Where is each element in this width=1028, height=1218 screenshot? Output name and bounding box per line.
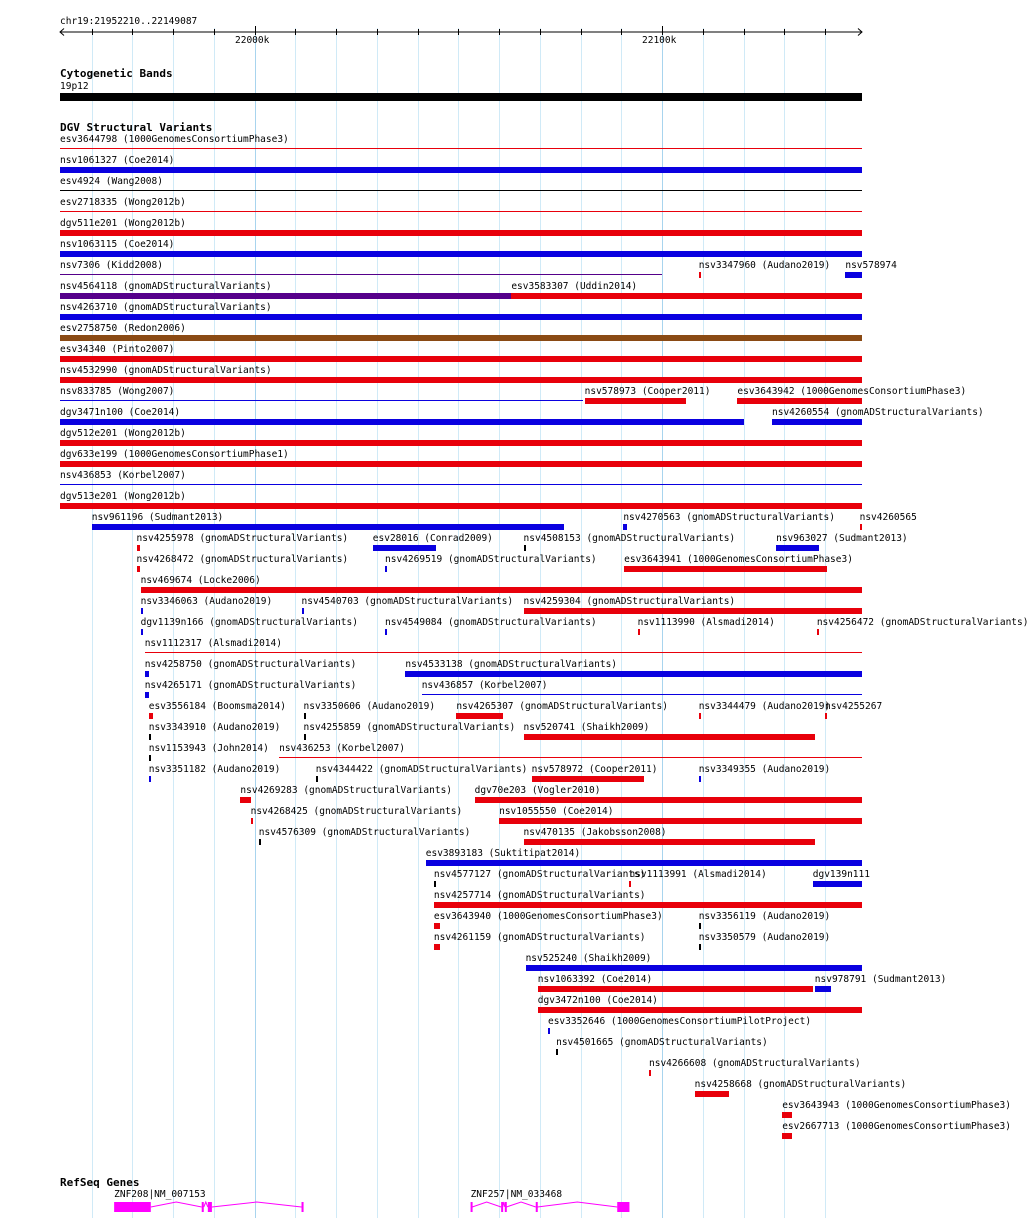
gene-intron [151, 1202, 202, 1207]
variant-bar[interactable] [60, 419, 744, 425]
variant-bar[interactable] [60, 293, 511, 299]
variant-label: esv3644798 (1000GenomesConsortiumPhase3) [60, 134, 289, 145]
variant-label: nsv978791 (Sudmant2013) [814, 974, 947, 985]
variant-label: nsv4260554 (gnomADStructuralVariants) [772, 407, 984, 418]
variant-bar[interactable] [813, 881, 862, 887]
variant-bar[interactable] [524, 608, 862, 614]
variant-label: nsv4268425 (gnomADStructuralVariants) [250, 806, 463, 817]
variant-bar[interactable] [60, 230, 862, 236]
variant-bar[interactable] [860, 524, 862, 530]
variant-bar[interactable] [251, 818, 253, 824]
variant-bar[interactable] [475, 797, 862, 803]
ruler-range-label: chr19:21952210..22149087 [60, 16, 198, 27]
variant-label: nsv4265307 (gnomADStructuralVariants) [456, 701, 668, 712]
variant-bar[interactable] [302, 608, 304, 614]
variant-label: nsv4576309 (gnomADStructuralVariants) [258, 827, 471, 838]
variant-label: dgv633e199 (1000GenomesConsortiumPhase1) [60, 449, 289, 460]
variant-label: nsv4263710 (gnomADStructuralVariants) [60, 302, 272, 313]
variant-label: nsv1153943 (John2014) [148, 743, 269, 754]
variant-bar[interactable] [556, 1049, 558, 1055]
variant-label: esv3893183 (Suktitipat2014) [425, 848, 581, 859]
cytoband-bar[interactable] [60, 93, 862, 101]
variant-bar[interactable] [141, 608, 143, 614]
variant-bar[interactable] [845, 272, 862, 278]
variant-label: nsv4266608 (gnomADStructuralVariants) [649, 1058, 861, 1069]
variant-label: nsv4564118 (gnomADStructuralVariants) [60, 281, 272, 292]
variant-label: esv3643941 (1000GenomesConsortiumPhase3) [624, 554, 853, 565]
variant-bar[interactable] [405, 671, 862, 677]
variant-bar[interactable] [524, 545, 526, 551]
variant-label: dgv70e203 (Vogler2010) [474, 785, 601, 796]
variant-bar[interactable] [141, 587, 862, 593]
gene-label[interactable]: ZNF257|NM_033468 [470, 1189, 563, 1200]
variant-label: nsv7306 (Kidd2008) [60, 260, 163, 271]
gene-exon[interactable] [501, 1202, 503, 1212]
variant-bar[interactable] [548, 1028, 550, 1034]
gene-models [0, 1196, 890, 1218]
variant-label: nsv4255267 [824, 701, 883, 712]
variant-bar[interactable] [60, 251, 862, 257]
variant-line[interactable] [145, 652, 862, 653]
variant-bar[interactable] [240, 797, 250, 803]
variant-bar[interactable] [524, 734, 815, 740]
variant-label: nsv833785 (Wong2007) [60, 386, 175, 397]
refseq-track-title: RefSeq Genes [60, 1176, 140, 1189]
variant-label: nsv4344422 (gnomADStructuralVariants) [315, 764, 528, 775]
variant-label: nsv3346063 (Audano2019) [140, 596, 273, 607]
variant-bar[interactable] [699, 944, 701, 950]
variant-bar[interactable] [385, 566, 387, 572]
variant-bar[interactable] [426, 860, 862, 866]
variant-line[interactable] [279, 757, 862, 758]
variant-label: dgv1139n166 (gnomADStructuralVariants) [140, 617, 358, 628]
variant-label: esv2718335 (Wong2012b) [60, 197, 186, 208]
variant-bar[interactable] [434, 881, 436, 887]
variant-label: nsv520741 (Shaikh2009) [523, 722, 650, 733]
variant-bar[interactable] [524, 839, 815, 845]
variant-label: esv3643940 (1000GenomesConsortiumPhase3) [433, 911, 663, 922]
variant-bar[interactable] [434, 902, 862, 908]
variant-label: nsv436253 (Korbel2007) [279, 743, 405, 754]
variant-bar[interactable] [699, 272, 701, 278]
variant-line[interactable] [60, 211, 862, 212]
variant-label: nsv4265171 (gnomADStructuralVariants) [144, 680, 357, 691]
variant-bar[interactable] [434, 944, 440, 950]
variant-label: nsv3349355 (Audano2019) [698, 764, 831, 775]
variant-label: nsv1061327 (Coe2014) [60, 155, 175, 166]
variant-bar[interactable] [782, 1133, 792, 1139]
variant-bar[interactable] [511, 293, 862, 299]
variant-bar[interactable] [316, 776, 318, 782]
variant-bar[interactable] [60, 356, 862, 362]
variant-bar[interactable] [92, 524, 565, 530]
variant-bar[interactable] [649, 1070, 651, 1076]
variant-label: esv2758750 (Redon2006) [60, 323, 186, 334]
cytoband-track-title: Cytogenetic Bands [60, 67, 173, 80]
variant-bar[interactable] [60, 377, 862, 383]
variant-bar[interactable] [259, 839, 261, 845]
variant-label: nsv4269283 (gnomADStructuralVariants) [240, 785, 453, 796]
variant-bar[interactable] [538, 1007, 862, 1013]
variant-label: nsv1113991 (Alsmadi2014) [629, 869, 767, 880]
variant-label: esv3352646 (1000GenomesConsortiumPilotProject) [547, 1016, 812, 1027]
variant-label: nsv4501665 (gnomADStructuralVariants) [556, 1037, 768, 1048]
variant-bar[interactable] [825, 713, 827, 719]
variant-label: nsv961196 (Sudmant2013) [91, 512, 224, 523]
variant-label: esv3643943 (1000GenomesConsortiumPhase3) [782, 1100, 1011, 1111]
variant-label: esv3583307 (Uddin2014) [511, 281, 638, 292]
variant-bar[interactable] [532, 776, 644, 782]
variant-label: nsv4258750 (gnomADStructuralVariants) [144, 659, 357, 670]
variant-label: nsv436857 (Korbel2007) [421, 680, 548, 691]
variant-label: nsv578972 (Cooper2011) [531, 764, 658, 775]
variant-label: nsv578973 (Cooper2011) [584, 386, 711, 397]
variant-label: nsv4577127 (gnomADStructuralVariants) [433, 869, 646, 880]
variant-bar[interactable] [60, 503, 862, 509]
variant-bar[interactable] [385, 629, 387, 635]
variant-bar[interactable] [149, 755, 151, 761]
variant-bar[interactable] [699, 776, 701, 782]
variant-bar[interactable] [782, 1112, 792, 1118]
variant-bar[interactable] [737, 398, 862, 404]
variant-bar[interactable] [499, 818, 862, 824]
variant-label: nsv4255859 (gnomADStructuralVariants) [303, 722, 516, 733]
variant-label: nsv436853 (Korbel2007) [60, 470, 186, 481]
variant-bar[interactable] [141, 629, 143, 635]
variant-label: esv4924 (Wang2008) [60, 176, 163, 187]
variant-label: dgv511e201 (Wong2012b) [60, 218, 186, 229]
variant-label: nsv4268472 (gnomADStructuralVariants) [136, 554, 349, 565]
variant-label: nsv4540703 (gnomADStructuralVariants) [301, 596, 514, 607]
variant-bar[interactable] [149, 776, 151, 782]
variant-label: nsv1063392 (Coe2014) [537, 974, 653, 985]
ruler-tick-22100k: 22100k [642, 35, 677, 46]
variant-bar[interactable] [776, 545, 819, 551]
variant-label: nsv4533138 (gnomADStructuralVariants) [405, 659, 618, 670]
gene-intron [472, 1202, 501, 1207]
variant-bar[interactable] [60, 314, 862, 320]
variant-line[interactable] [60, 148, 862, 149]
variant-label: nsv3347960 (Audano2019) [698, 260, 831, 271]
variant-bar[interactable] [304, 734, 306, 740]
variant-label: nsv4270563 (gnomADStructuralVariants) [623, 512, 835, 523]
variant-label: nsv470135 (Jakobsson2008) [523, 827, 667, 838]
gene-label[interactable]: ZNF208|NM_007153 [114, 1189, 206, 1200]
variant-label: dgv139n111 [812, 869, 870, 880]
variant-line[interactable] [60, 190, 862, 191]
variant-label: esv3556184 (Boomsma2014) [148, 701, 287, 712]
variant-label: nsv1113990 (Alsmadi2014) [637, 617, 775, 628]
variant-label: nsv4532990 (gnomADStructuralVariants) [60, 365, 272, 376]
variant-label: esv3643942 (1000GenomesConsortiumPhase3) [737, 386, 967, 397]
gene-intron [506, 1202, 535, 1207]
variant-bar[interactable] [60, 440, 862, 446]
variant-label: esv28016 (Conrad2009) [372, 533, 493, 544]
gene-exon[interactable] [617, 1202, 629, 1212]
variant-label: nsv3343910 (Audano2019) [148, 722, 281, 733]
variant-bar[interactable] [638, 629, 640, 635]
variant-label: dgv3472n100 (Coe2014) [537, 995, 658, 1006]
gene-exon[interactable] [302, 1202, 304, 1212]
variant-label: nsv4257714 (gnomADStructuralVariants) [433, 890, 646, 901]
variant-bar[interactable] [699, 923, 701, 929]
variant-label: nsv469674 (Locke2006) [140, 575, 261, 586]
variant-line[interactable] [60, 274, 662, 275]
variant-bar[interactable] [624, 566, 827, 572]
cytoband-label: 19p12 [60, 81, 89, 92]
variant-line[interactable] [60, 484, 862, 485]
variant-line[interactable] [60, 400, 583, 401]
variant-bar[interactable] [373, 545, 436, 551]
variant-label: nsv4255978 (gnomADStructuralVariants) [136, 533, 349, 544]
variant-label: nsv963027 (Sudmant2013) [776, 533, 908, 544]
variant-bar[interactable] [145, 671, 149, 677]
variant-label: nsv4260565 [859, 512, 917, 523]
variant-bar[interactable] [145, 692, 149, 698]
variant-label: nsv4256472 (gnomADStructuralVariants) [816, 617, 1028, 628]
variant-bar[interactable] [772, 419, 862, 425]
variant-bar[interactable] [526, 965, 862, 971]
gene-intron [212, 1202, 302, 1207]
variant-label: nsv3350606 (Audano2019) [303, 701, 436, 712]
gene-intron [537, 1202, 617, 1207]
variant-label: nsv3351182 (Audano2019) [148, 764, 281, 775]
variant-bar[interactable] [815, 986, 831, 992]
variant-label: nsv3356119 (Audano2019) [698, 911, 831, 922]
variant-bar[interactable] [699, 713, 701, 719]
variant-label: nsv1112317 (Alsmadi2014) [144, 638, 282, 649]
variant-bar[interactable] [585, 398, 687, 404]
variant-bar[interactable] [60, 335, 862, 341]
variant-label: dgv513e201 (Wong2012b) [60, 491, 186, 502]
variant-bar[interactable] [60, 167, 862, 173]
variant-label: nsv3344479 (Audano2019) [698, 701, 831, 712]
variant-bar[interactable] [149, 713, 153, 719]
variant-label: nsv4259304 (gnomADStructuralVariants) [523, 596, 736, 607]
variant-bar[interactable] [623, 524, 627, 530]
gene-exon[interactable] [471, 1202, 473, 1212]
variant-bar[interactable] [60, 461, 862, 467]
gene-exon[interactable] [505, 1202, 507, 1212]
gene-exon[interactable] [202, 1202, 204, 1212]
variant-bar[interactable] [456, 713, 503, 719]
variant-label: nsv1055550 (Coe2014) [499, 806, 614, 817]
variant-bar[interactable] [434, 923, 440, 929]
variant-label: nsv4508153 (gnomADStructuralVariants) [523, 533, 736, 544]
variant-label: nsv3350579 (Audano2019) [698, 932, 831, 943]
variant-bar[interactable] [149, 734, 151, 740]
dgv-track-title: DGV Structural Variants [60, 121, 213, 134]
variant-bar[interactable] [137, 566, 140, 572]
variant-label: dgv3471n100 (Coe2014) [60, 407, 181, 418]
variant-label: nsv4258668 (gnomADStructuralVariants) [694, 1079, 907, 1090]
variant-label: nsv525240 (Shaikh2009) [525, 953, 652, 964]
variant-bar[interactable] [538, 986, 813, 992]
variant-label: nsv4549084 (gnomADStructuralVariants) [385, 617, 597, 628]
gene-exon[interactable] [114, 1202, 151, 1212]
variant-label: nsv578974 [845, 260, 897, 271]
variant-bar[interactable] [304, 713, 306, 719]
gene-exon[interactable] [536, 1202, 538, 1212]
variant-bar[interactable] [817, 629, 819, 635]
variant-label: nsv4269519 (gnomADStructuralVariants) [385, 554, 597, 565]
gene-exon[interactable] [208, 1202, 212, 1212]
variant-bar[interactable] [137, 545, 140, 551]
variant-label: esv2667713 (1000GenomesConsortiumPhase3) [782, 1121, 1011, 1132]
variant-label: dgv512e201 (Wong2012b) [60, 428, 186, 439]
variant-label: esv34340 (Pinto2007) [60, 344, 175, 355]
ruler-axis [0, 24, 890, 36]
variant-label: nsv1063115 (Coe2014) [60, 239, 175, 250]
variant-bar[interactable] [629, 881, 631, 887]
variant-line[interactable] [422, 694, 862, 695]
gene-intron [204, 1202, 208, 1207]
variant-bar[interactable] [695, 1091, 730, 1097]
variant-label: nsv4261159 (gnomADStructuralVariants) [433, 932, 646, 943]
ruler-tick-22000k: 22000k [235, 35, 270, 46]
